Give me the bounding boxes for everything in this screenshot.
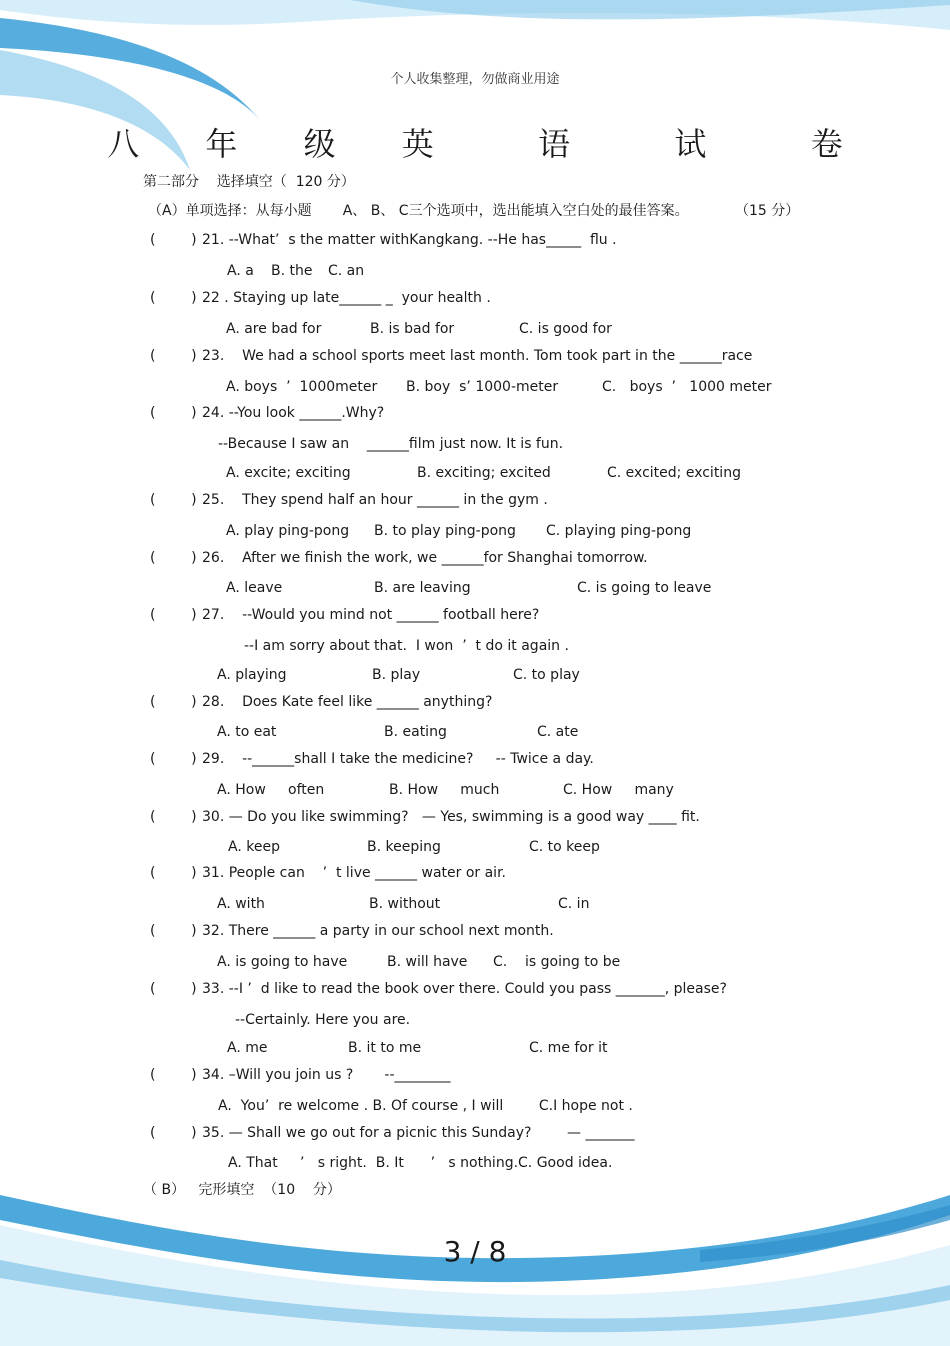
option: C. is going to leave — [577, 580, 712, 596]
option: B. How much — [389, 782, 500, 798]
answer-paren[interactable]: ( ) — [150, 694, 197, 710]
answer-paren[interactable]: ( ) — [150, 981, 197, 997]
option-line: A. That ’ s right. B. It ’ s nothing.C. Good idea. — [228, 1155, 613, 1171]
section-heading: 第二部分 选择填空（ 120 分） — [143, 174, 355, 190]
question-stem: 28. Does Kate feel like ______ anything? — [202, 694, 493, 710]
option: A. leave — [226, 580, 283, 596]
option: A. are bad for — [226, 321, 322, 337]
question-stem: 35. — Shall we go out for a picnic this Sunday? — _______ — [202, 1125, 635, 1141]
question-stem: 24. --You look ______.Why? — [202, 405, 385, 421]
option: B. play — [372, 667, 421, 683]
question-sub-line: --I am sorry about that. I won ’ t do it again . — [244, 638, 569, 654]
question-stem: 34. –Will you join us ? --________ — [202, 1067, 451, 1083]
question-stem: 27. --Would you mind not ______ football here? — [202, 607, 540, 623]
question-stem: 33. --I ’ d like to read the book over there. Could you pass _______, please? — [202, 981, 727, 997]
option: B. boy s’ 1000-meter — [406, 379, 559, 395]
question-sub-line: --Certainly. Here you are. — [235, 1012, 411, 1028]
option: C. excited; exciting — [607, 465, 741, 481]
option: A. playing — [217, 667, 287, 683]
option: C. to play — [513, 667, 580, 683]
option: B. to play ping-pong — [374, 523, 516, 539]
answer-paren[interactable]: ( ) — [150, 751, 197, 767]
option: B. exciting; excited — [417, 465, 551, 481]
option: A. How often — [217, 782, 325, 798]
answer-paren[interactable]: ( ) — [150, 492, 197, 508]
option: A. is going to have — [217, 954, 348, 970]
option: C. How many — [563, 782, 674, 798]
question-stem: 32. There ______ a party in our school next month. — [202, 923, 554, 939]
option: B. without — [369, 896, 441, 912]
answer-paren[interactable]: ( ) — [150, 865, 197, 881]
answer-paren[interactable]: ( ) — [150, 348, 197, 364]
question-stem: 29. --______shall I take the medicine? -- Twice a day. — [202, 751, 594, 767]
question-stem: 21. --What’ s the matter withKangkang. --He has_____ flu . — [202, 232, 617, 248]
exam-title: 八 年 级 英 语 试 卷 — [107, 125, 871, 163]
answer-paren[interactable]: ( ) — [150, 923, 197, 939]
option: A. me — [227, 1040, 268, 1056]
part-a-instruction: （A）单项选择：从每小题 A、 B、 C三个选项中，选出能填入空白处的最佳答案。 — [148, 203, 689, 219]
question-sub-line: --Because I saw an ______film just now. It is fun. — [218, 436, 564, 452]
answer-paren[interactable]: ( ) — [150, 1125, 197, 1141]
option: A. with — [217, 896, 265, 912]
option: B. it to me — [348, 1040, 422, 1056]
option: C. to keep — [529, 839, 600, 855]
page-number: 3 / 8 — [443, 1235, 507, 1268]
option: A. excite; exciting — [226, 465, 351, 481]
option: C. in — [558, 896, 590, 912]
question-stem: 25. They spend half an hour ______ in the gym . — [202, 492, 548, 508]
question-stem: 30. — Do you like swimming? — Yes, swimming is a good way ____ fit. — [202, 809, 700, 825]
question-stem: 31. People can ’ t live ______ water or air. — [202, 865, 506, 881]
option: C. is good for — [519, 321, 612, 337]
answer-paren[interactable]: ( ) — [150, 809, 197, 825]
part-b-heading: （ B） 完形填空 （10 分） — [143, 1182, 341, 1198]
option: C. an — [328, 263, 365, 279]
option: C. is going to be — [493, 954, 621, 970]
option: C. playing ping-pong — [546, 523, 692, 539]
option: A. a — [227, 263, 254, 279]
part-a-score: （15 分） — [735, 203, 800, 219]
option: A. to eat — [217, 724, 277, 740]
header-note: 个人收集整理，勿做商业用途 — [390, 72, 560, 87]
option: B. is bad for — [370, 321, 455, 337]
answer-paren[interactable]: ( ) — [150, 1067, 197, 1083]
answer-paren[interactable]: ( ) — [150, 405, 197, 421]
option: C. ate — [537, 724, 579, 740]
question-stem: 23. We had a school sports meet last month. Tom took part in the ______race — [202, 348, 753, 364]
option: A. boys ’ 1000meter — [226, 379, 378, 395]
option: A. play ping-pong — [226, 523, 350, 539]
question-stem: 26. After we finish the work, we ______for Shanghai tomorrow. — [202, 550, 648, 566]
option: B. are leaving — [374, 580, 471, 596]
option: C. me for it — [529, 1040, 608, 1056]
answer-paren[interactable]: ( ) — [150, 550, 197, 566]
option: C. boys ’ 1000 meter — [602, 379, 772, 395]
option-line: A. You’ re welcome . B. Of course , I will C.I hope not . — [218, 1098, 633, 1114]
option: B. the — [271, 263, 313, 279]
question-stem: 22 . Staying up late______ _ your health . — [202, 290, 491, 306]
option: B. keeping — [367, 839, 441, 855]
option: B. eating — [384, 724, 447, 740]
option: B. will have — [387, 954, 468, 970]
answer-paren[interactable]: ( ) — [150, 232, 197, 248]
answer-paren[interactable]: ( ) — [150, 607, 197, 623]
answer-paren[interactable]: ( ) — [150, 290, 197, 306]
option: A. keep — [228, 839, 280, 855]
